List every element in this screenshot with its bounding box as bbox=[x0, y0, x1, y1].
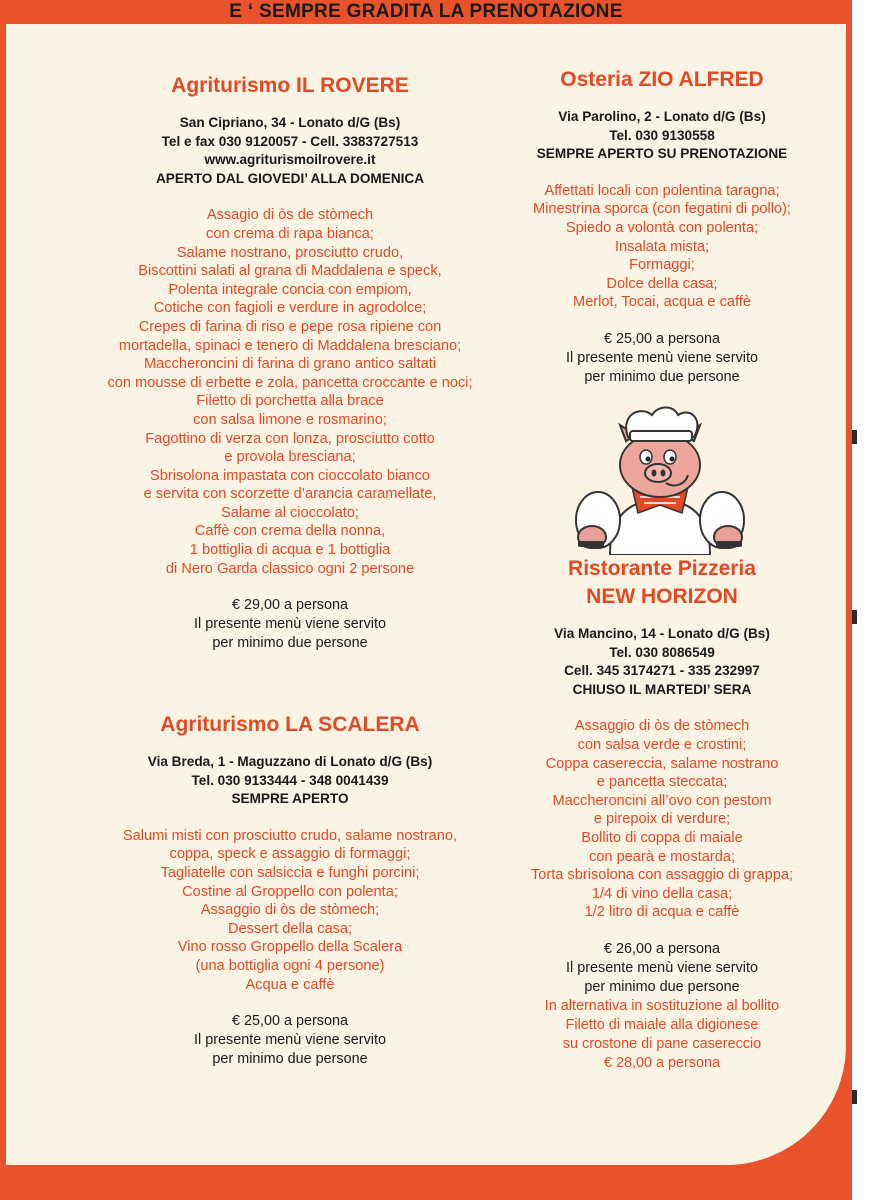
menu-line: Coppa casereccia, salame nostrano bbox=[545, 755, 779, 772]
zioalfred-info bbox=[492, 108, 832, 164]
scalera-section bbox=[60, 711, 520, 1069]
zioalfred-menu bbox=[492, 182, 832, 312]
menu-line: Assaggio di òs de stòmech bbox=[574, 718, 750, 735]
menu-line: di Nero Garda classico ogni 2 persone bbox=[165, 560, 415, 577]
zioalfred-title: Osteria ZIO ALFRED bbox=[560, 68, 764, 91]
menu-line: Spiedo a volontà con polenta; bbox=[565, 219, 759, 236]
price-note: Il presente menù viene servito bbox=[566, 959, 758, 976]
menu-line: Bollito di coppa di maiale bbox=[581, 829, 743, 846]
menu-line: 1 bottiglia di acqua e 1 bottiglia bbox=[189, 542, 391, 559]
menu-line: con salsa verde e crostini; bbox=[577, 736, 747, 753]
price-amount: € 29,00 a persona bbox=[231, 597, 349, 614]
zioalfred-opening: SEMPRE APERTO SU PRENOTAZIONE bbox=[536, 146, 788, 162]
menu-line: con pearà e mostarda; bbox=[588, 848, 736, 865]
horizon-cell: Cell. 345 3174271 - 335 232997 bbox=[564, 663, 760, 679]
menu-line: Dolce della casa; bbox=[606, 275, 718, 292]
scalera-phone: Tel. 030 9133444 - 348 0041439 bbox=[191, 772, 389, 788]
rovere-address: San Cipriano, 34 - Lonato d/G (Bs) bbox=[179, 115, 401, 130]
scalera-price bbox=[60, 1012, 520, 1069]
edge-mark bbox=[852, 430, 857, 444]
horizon-closing: CHIUSO IL MARTEDI’ SERA bbox=[572, 681, 752, 697]
zioalfred-phone: Tel. 030 9130558 bbox=[609, 127, 715, 143]
menu-line: Salame al cioccolato; bbox=[221, 504, 359, 521]
menu-line: Merlot, Tocai, acqua e caffè bbox=[573, 294, 751, 311]
rovere-title: Agriturismo IL ROVERE bbox=[171, 74, 409, 97]
rovere-section bbox=[60, 72, 520, 653]
menu-line: Affettati locali con polentina taragna; bbox=[544, 182, 780, 199]
scalera-info bbox=[60, 753, 520, 809]
menu-line: Salame nostrano, prosciutto crudo, bbox=[176, 244, 404, 261]
rovere-opening: APERTO DAL GIOVEDI’ ALLA DOMENICA bbox=[155, 170, 425, 186]
right-edge-strip bbox=[852, 0, 872, 1200]
price-note: Il presente menù viene servito bbox=[194, 616, 386, 633]
horizon-subtitle: NEW HORIZON bbox=[586, 585, 738, 608]
price-amount: € 26,00 a persona bbox=[603, 940, 721, 957]
scalera-opening: SEMPRE APERTO bbox=[231, 791, 349, 807]
zioalfred-price bbox=[492, 330, 832, 387]
zioalfred-section bbox=[492, 66, 832, 387]
scalera-title: Agriturismo LA SCALERA bbox=[160, 713, 420, 736]
price-note: Il presente menù viene servito bbox=[566, 349, 758, 366]
price-amount: € 25,00 a persona bbox=[603, 330, 721, 347]
rovere-phone: Tel e fax 030 9120057 - Cell. 3383727513 bbox=[161, 133, 419, 149]
rovere-price bbox=[60, 596, 520, 653]
menu-line: Maccheroncini di farina di grano antico saltati bbox=[143, 356, 437, 373]
menu-line: e pirepoix di verdure; bbox=[593, 811, 731, 828]
price-note: per minimo due persone bbox=[584, 978, 740, 995]
menu-line: mortadella, spinaci e tenero di Maddalena bresciano; bbox=[118, 337, 462, 354]
menu-line: Polenta integrale concia con empiom, bbox=[168, 281, 412, 298]
price-amount: € 25,00 a persona bbox=[231, 1013, 349, 1030]
menu-line: Dessert della casa; bbox=[227, 920, 353, 937]
horizon-alternative bbox=[492, 997, 832, 1073]
menu-line: Caffè con crema della nonna, bbox=[194, 523, 386, 540]
menu-line: 1/2 litro di acqua e caffè bbox=[584, 904, 740, 921]
menu-line: Vino rosso Groppello della Scalera bbox=[177, 939, 403, 956]
menu-line: Tagliatelle con salsiccia e funghi porcini; bbox=[160, 864, 420, 881]
horizon-info bbox=[492, 625, 832, 699]
chef-pig-icon bbox=[570, 405, 750, 555]
rovere-menu bbox=[60, 206, 520, 578]
rovere-website: www.agriturismoilrovere.it bbox=[204, 152, 376, 168]
menu-line: Sbrisolona impastata con cioccolato bianco bbox=[150, 467, 430, 484]
zioalfred-address: Via Parolino, 2 - Lonato d/G (Bs) bbox=[558, 109, 766, 124]
menu-line: con salsa limone e rosmarino; bbox=[193, 411, 387, 428]
menu-line: Acqua e caffè bbox=[245, 976, 335, 993]
price-note: per minimo due persone bbox=[212, 635, 368, 652]
menu-line: (una bottiglia ogni 4 persone) bbox=[195, 957, 385, 974]
alternative-line: In alternativa in sostituzione al bollito bbox=[544, 997, 780, 1014]
menu-line: Maccheroncini all’ovo con pestom bbox=[552, 792, 772, 809]
menu-line: 1/4 di vino della casa; bbox=[591, 885, 733, 902]
menu-line: Assaggio di òs de stòmech; bbox=[200, 902, 380, 919]
menu-line: Minestrina sporca (con fegatini di pollo); bbox=[533, 201, 791, 218]
reservation-banner: E ‘ SEMPRE GRADITA LA PRENOTAZIONE bbox=[229, 1, 623, 22]
price-note: per minimo due persone bbox=[584, 368, 740, 385]
scalera-address: Via Breda, 1 - Maguzzano di Lonato d/G (Bs) bbox=[147, 754, 433, 769]
menu-line: Insalata mista; bbox=[614, 238, 710, 255]
menu-line: Cotiche con fagioli e verdure in agrodolce; bbox=[153, 300, 427, 317]
horizon-title: Ristorante Pizzeria bbox=[568, 557, 756, 580]
price-note: Il presente menù viene servito bbox=[194, 1032, 386, 1049]
menu-line: Torta sbrisolona con assaggio di grappa; bbox=[530, 867, 794, 884]
edge-mark bbox=[852, 610, 857, 624]
menu-line: con mousse di erbette e zola, pancetta croccante e noci; bbox=[107, 374, 473, 391]
alternative-line: Filetto di maiale alla digionese bbox=[565, 1016, 759, 1033]
scalera-menu bbox=[60, 827, 520, 994]
horizon-section bbox=[492, 555, 832, 1073]
alternative-line: su crostone di pane casereccio bbox=[562, 1035, 762, 1052]
edge-mark bbox=[852, 1090, 857, 1104]
horizon-price bbox=[492, 940, 832, 997]
menu-line: Fagottino di verza con lonza, prosciutto cotto bbox=[145, 430, 435, 447]
menu-line: coppa, speck e assaggio di formaggi; bbox=[169, 846, 411, 863]
rovere-info bbox=[60, 114, 520, 188]
menu-line: Crepes di farina di riso e pepe rosa ripiene con bbox=[138, 318, 442, 335]
price-note: per minimo due persone bbox=[212, 1051, 368, 1068]
menu-line: e servita con scorzette d’arancia caramellate, bbox=[143, 486, 437, 503]
horizon-phone: Tel. 030 8086549 bbox=[609, 644, 715, 660]
menu-line: Assagio di òs de stòmech bbox=[206, 207, 374, 224]
menu-line: con crema di rapa bianca; bbox=[206, 225, 374, 242]
menu-line: Formaggi; bbox=[629, 257, 695, 274]
horizon-menu bbox=[492, 717, 832, 922]
menu-line: e provola bresciana; bbox=[224, 449, 356, 466]
menu-line: Filetto di porchetta alla brace bbox=[196, 393, 384, 410]
horizon-address: Via Mancino, 14 - Lonato d/G (Bs) bbox=[554, 626, 770, 641]
menu-line: Biscottini salati al grana di Maddalena e speck, bbox=[138, 263, 442, 280]
alternative-price: € 28,00 a persona bbox=[603, 1054, 721, 1071]
menu-line: Costine al Groppello con polenta; bbox=[182, 883, 398, 900]
menu-line: e pancetta steccata; bbox=[596, 774, 728, 791]
menu-line: Salumi misti con prosciutto crudo, salame nostrano, bbox=[122, 827, 458, 844]
